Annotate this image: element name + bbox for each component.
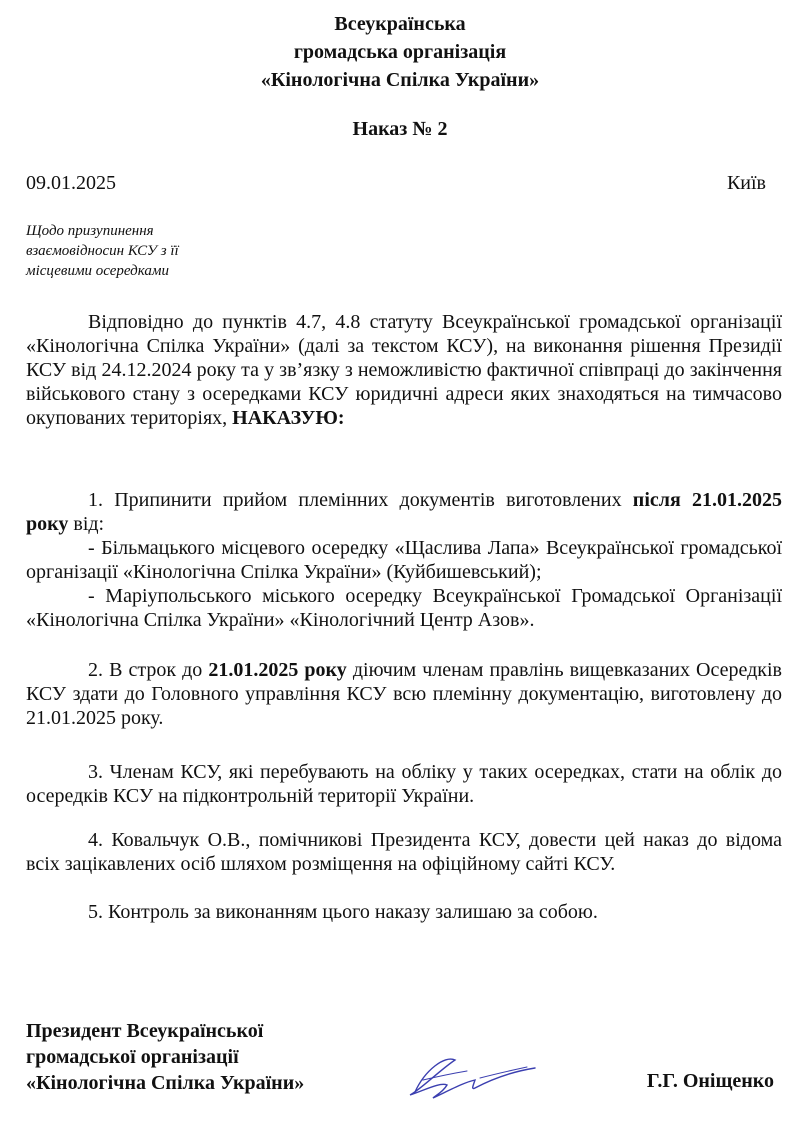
order-city: Київ — [726, 172, 766, 194]
handwritten-signature — [395, 1040, 545, 1110]
signatory-line-2: громадської організації — [26, 1046, 239, 1068]
item1-sub-1: - Більмацького місцевого осередку «Щаслива Лапа» Всеукраїнської громадської організації «Кінологічна Спілка України» (Куйбишевський); — [26, 537, 782, 583]
order-title: Наказ № 2 — [352, 118, 448, 140]
item1-bold: після 21.01.2025 року — [26, 489, 783, 535]
item-4 — [26, 828, 782, 876]
header-line-2: громадська організація — [293, 41, 507, 63]
item2-bold: 21.01.2025 року — [208, 659, 347, 681]
signatory-name: Г.Г. Оніщенко — [646, 1070, 774, 1092]
item-2 — [26, 658, 782, 730]
header-line-1: Всеукраїнська — [334, 13, 466, 35]
order-date: 09.01.2025 — [26, 172, 116, 194]
item1-sub-2: - Маріупольського міського осередку Всеукраїнської Громадської Організації «Кінологічна Спілка України» «Кінологічний Центр Азов». — [26, 585, 782, 631]
signatory-line-1: Президент Всеукраїнської — [26, 1020, 264, 1042]
item2-text-a: 2. В строк до — [88, 659, 209, 681]
order-subject — [26, 221, 286, 281]
signatory-line-3: «Кінологічна Спілка України» — [26, 1072, 305, 1094]
item-1 — [26, 488, 782, 632]
subject-line-1: Щодо призупинення — [26, 223, 154, 239]
intro-text: Відповідно до пунктів 4.7, 4.8 статуту Всеукраїнської громадської організації «Кінологічна Спілка України» (далі за текстом КСУ), на виконання рішення Президії КСУ від 24.12.2024 року та у зв’язку з неможливістю фактичної співпраці до закінчення військового стану з осередками КСУ юридичні адреси яких знаходяться на тимчасово окупованих територіях, — [26, 311, 782, 429]
header-line-3: «Кінологічна Спілка України» — [260, 69, 540, 91]
signatory-title — [26, 1018, 304, 1096]
item5-text: 5. Контроль за виконанням цього наказу залишаю за собою. — [88, 901, 598, 923]
item2-text-b: діючим членам правлінь вищевказаних Осередків КСУ здати до Головного управління КСУ всю племінну документацію, виготовлену до 21.01.2025 року. — [26, 659, 782, 729]
subject-line-3: місцевими осередками — [26, 263, 169, 279]
item3-text: 3. Членам КСУ, які перебувають на обліку у таких осередках, стати на облік до осередків КСУ на підконтрольній території України. — [26, 761, 782, 807]
document-header — [0, 10, 800, 94]
item4-text: 4. Ковальчук О.В., помічникові Президента КСУ, довести цей наказ до відома всіх зацікавлених осіб шляхом розміщення на офіційному сайті КСУ. — [26, 829, 782, 875]
intro-bold: НАКАЗУЮ: — [232, 407, 345, 429]
subject-line-2: взаємовідносин КСУ з її — [26, 243, 179, 259]
item-5 — [26, 900, 782, 924]
item1-text-a: 1. Припинити прийом племінних документів виготовлених — [88, 489, 633, 511]
intro-paragraph — [26, 310, 782, 430]
item-3 — [26, 760, 782, 808]
item1-text-b: від: — [68, 513, 105, 535]
